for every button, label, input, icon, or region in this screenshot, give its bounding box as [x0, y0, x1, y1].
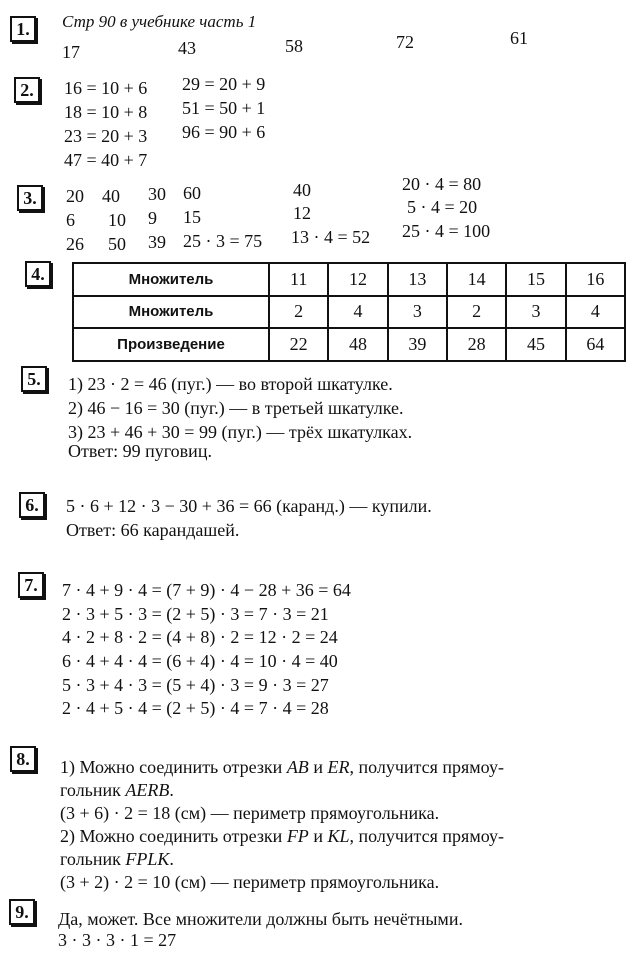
task-3-cell: 40 — [293, 180, 311, 200]
task-5-line: 3) 23 + 46 + 30 = 99 (пуг.) — трёх шкатулках. — [68, 422, 413, 442]
task-3-cell: 30 — [148, 184, 166, 204]
task-7-line: 7 · 4 + 9 · 4 = (7 + 9) · 4 − 28 + 36 = 64 — [62, 580, 351, 600]
task-number-7: 7. — [18, 572, 44, 598]
task-1-title: Стр 90 в учебнике часть 1 — [62, 12, 257, 31]
task-7-line: 6 · 4 + 4 · 4 = (6 + 4) · 4 = 10 · 4 = 40 — [62, 651, 338, 671]
table-cell: 48 — [328, 328, 387, 361]
task-6-line: 5 · 6 + 12 · 3 − 30 + 36 = 66 (каранд.) — купили. — [66, 496, 432, 516]
task-1-value: 17 — [62, 42, 80, 62]
task-2-line: 18 = 10 + 8 — [64, 102, 148, 122]
task-2-line: 51 = 50 + 1 — [182, 98, 266, 118]
task-3-cell: 5 · 4 = 20 — [407, 197, 478, 217]
task-number-4: 4. — [25, 261, 51, 287]
table-row-label: Множитель — [73, 263, 269, 296]
task-number-5: 5. — [21, 366, 47, 392]
task-3-cell: 40 — [102, 186, 120, 206]
task-1-value: 43 — [178, 38, 196, 58]
table-cell: 45 — [506, 328, 565, 361]
task-8-line: 1) Можно соединить отрезки AB и ER, получится прямоу- — [60, 757, 504, 777]
table-cell: 3 — [388, 296, 447, 329]
table-cell: 22 — [269, 328, 328, 361]
task-8-line: (3 + 6) · 2 = 18 (см) — периметр прямоугольника. — [60, 803, 440, 823]
task-1-value: 61 — [510, 28, 528, 48]
task-number-1: 1. — [10, 16, 36, 42]
table-cell: 28 — [447, 328, 506, 361]
task-7-line: 2 · 3 + 5 · 3 = (2 + 5) · 3 = 7 · 3 = 21 — [62, 604, 329, 624]
task-2-line: 96 = 90 + 6 — [182, 122, 266, 142]
table-cell: 4 — [566, 296, 625, 329]
task-5-line: 1) 23 · 2 = 46 (пуг.) — во второй шкатулке. — [68, 374, 393, 394]
table-row — [73, 296, 625, 329]
task-3-cell: 60 — [183, 183, 201, 203]
table-cell: 3 — [506, 296, 565, 329]
task-7-line: 2 · 4 + 5 · 4 = (2 + 5) · 4 = 7 · 4 = 28 — [62, 698, 329, 718]
table-cell: 15 — [506, 263, 565, 296]
task-number-6: 6. — [19, 492, 45, 518]
task-6-answer: Ответ: 66 карандашей. — [66, 520, 240, 540]
task-3-cell: 12 — [293, 203, 311, 223]
task-5-answer: Ответ: 99 пуговиц. — [68, 441, 212, 461]
table-row-label: Множитель — [73, 296, 269, 329]
task-3-cell: 26 — [66, 234, 84, 254]
task-8-line: гольник AERB. — [60, 780, 174, 800]
task-number-3: 3. — [17, 185, 43, 211]
task-8-line: (3 + 2) · 2 = 10 (см) — периметр прямоугольника. — [60, 872, 440, 892]
task-3-cell: 20 · 4 = 80 — [402, 174, 482, 194]
task-3-cell: 15 — [183, 207, 201, 227]
task-2-line: 29 = 20 + 9 — [182, 74, 266, 94]
table-cell: 4 — [328, 296, 387, 329]
multiplication-table — [72, 262, 626, 362]
table-cell: 11 — [269, 263, 328, 296]
table-cell: 14 — [447, 263, 506, 296]
table-cell: 12 — [328, 263, 387, 296]
task-9-line: 3 · 3 · 3 · 1 = 27 — [58, 930, 177, 950]
task-5-line: 2) 46 − 16 = 30 (пуг.) — в третьей шкатулке. — [68, 398, 404, 418]
table-cell: 64 — [566, 328, 625, 361]
task-2-line: 16 = 10 + 6 — [64, 78, 148, 98]
task-9-line: Да, может. Все множители должны быть нечётными. — [58, 909, 463, 929]
task-3-cell: 50 — [108, 234, 126, 254]
table-cell: 2 — [269, 296, 328, 329]
task-number-2: 2. — [14, 77, 40, 103]
table-cell: 13 — [388, 263, 447, 296]
table-cell: 16 — [566, 263, 625, 296]
task-3-cell: 6 — [66, 210, 75, 230]
task-1-value: 72 — [396, 32, 414, 52]
task-7-line: 4 · 2 + 8 · 2 = (4 + 8) · 2 = 12 · 2 = 24 — [62, 627, 338, 647]
task-number-8: 8. — [10, 746, 36, 772]
task-3-cell: 25 · 4 = 100 — [402, 221, 491, 241]
task-3-cell: 39 — [148, 232, 166, 252]
task-8-line: гольник FPLK. — [60, 849, 174, 869]
task-2-line: 47 = 40 + 7 — [64, 150, 148, 170]
task-3-cell: 13 · 4 = 52 — [291, 227, 371, 247]
task-3-cell: 10 — [108, 210, 126, 230]
task-1-value: 58 — [285, 36, 303, 56]
task-number-9: 9. — [9, 899, 35, 925]
task-3-cell: 25 · 3 = 75 — [183, 231, 263, 251]
task-2-line: 23 = 20 + 3 — [64, 126, 148, 146]
table-row-label: Произведение — [73, 328, 269, 361]
task-3-cell: 20 — [66, 186, 84, 206]
table-row — [73, 328, 625, 361]
task-7-line: 5 · 3 + 4 · 3 = (5 + 4) · 3 = 9 · 3 = 27 — [62, 675, 329, 695]
task-3-cell: 9 — [148, 208, 157, 228]
table-row — [73, 263, 625, 296]
table-cell: 2 — [447, 296, 506, 329]
table-cell: 39 — [388, 328, 447, 361]
task-8-line: 2) Можно соединить отрезки FP и KL, получится прямоу- — [60, 826, 505, 846]
